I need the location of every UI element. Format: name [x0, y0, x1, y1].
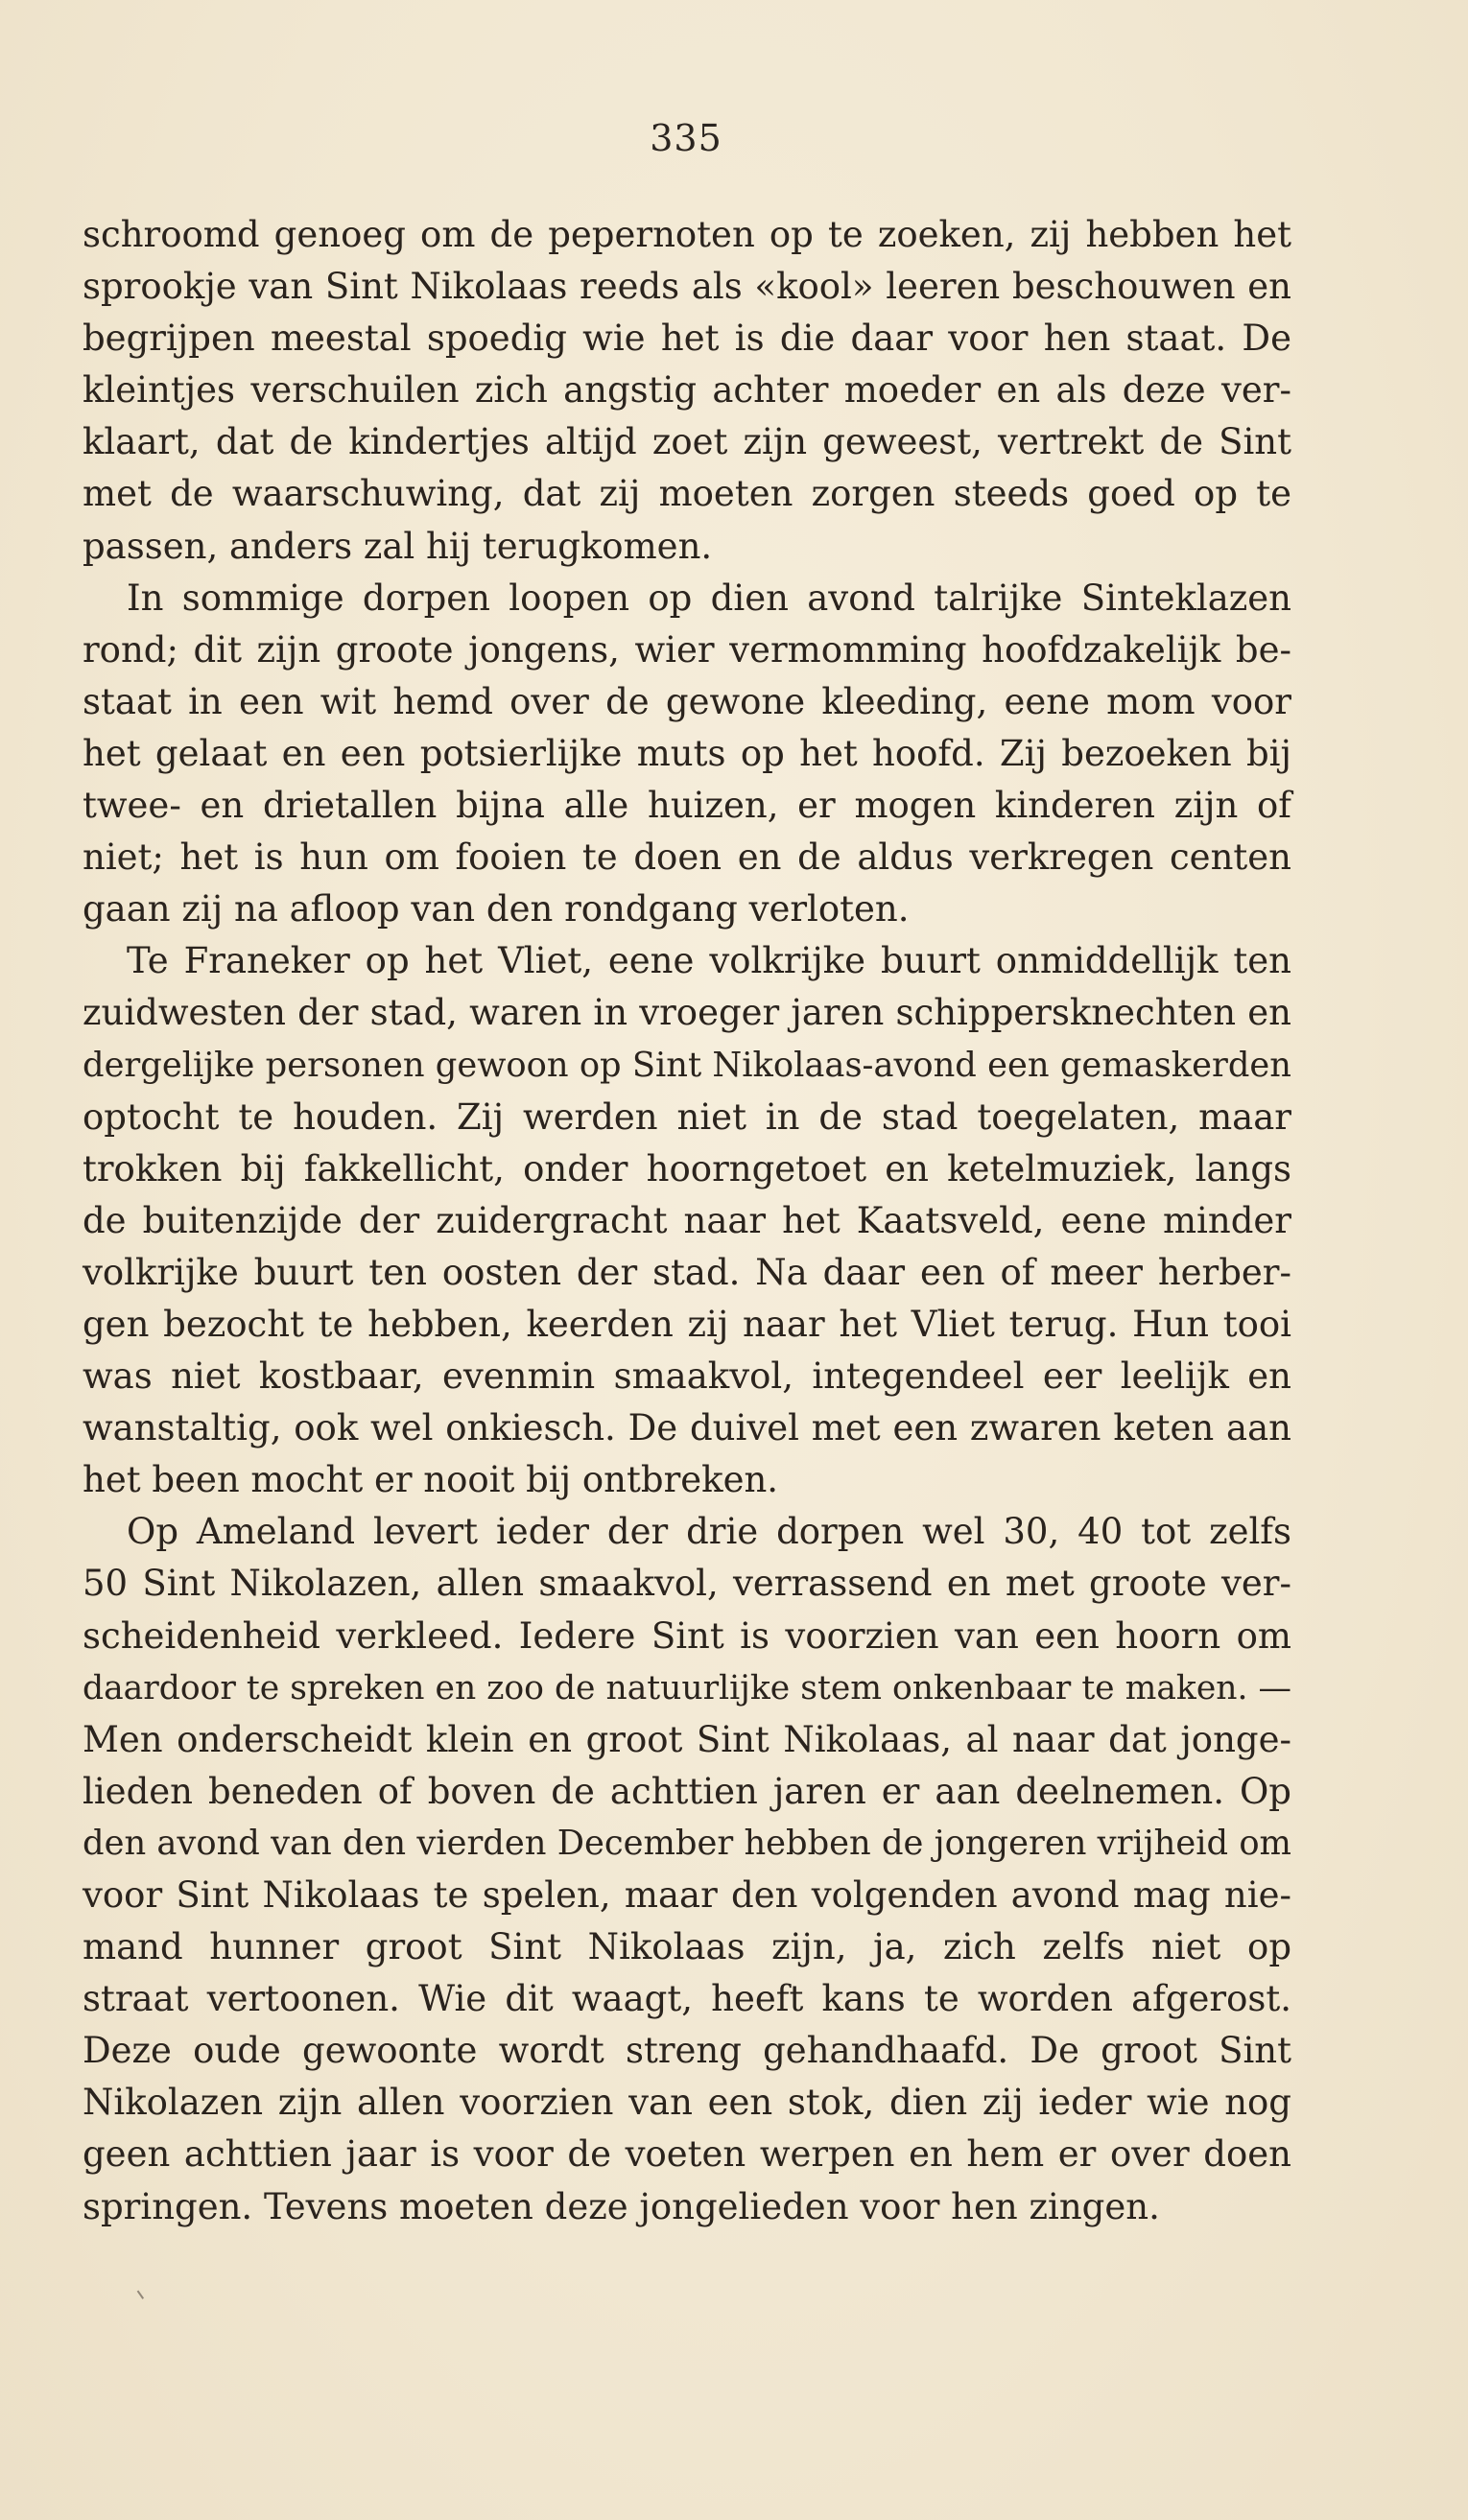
text-line: mand hunner groot Sint Nikolaas zijn, ja, zich zelfs niet op — [83, 1926, 1291, 1968]
text-line: kleintjes verschuilen zich angstig achter moeder en als deze ver- — [83, 369, 1291, 412]
text-line: trokken bij fakkellicht, onder hoorngetoet en ketelmuziek, langs — [83, 1147, 1291, 1189]
text-line: gen bezocht te hebben, keerden zij naar het Vliet terug. Hun tooi — [83, 1303, 1291, 1345]
text-line: straat vertoonen. Wie dit waagt, heeft kans te worden afgerost. — [83, 1978, 1291, 2020]
text-line: optocht te houden. Zij werden niet in de stad toegelaten, maar — [83, 1095, 1291, 1138]
text-line: Deze oude gewoonte wordt streng gehandhaafd. De groot Sint — [83, 2030, 1291, 2072]
text-line: sprookje van Sint Nikolaas reeds als «kool» leeren beschouwen en — [83, 266, 1291, 308]
stray-ink-mark — [137, 2288, 148, 2299]
text-line: de buitenzijde der zuidergracht naar het Kaatsveld, eene minder — [83, 1199, 1291, 1241]
text-line: dergelijke personen gewoon op Sint Nikolaas-avond een gemaskerden — [83, 1045, 1291, 1085]
text-line: volkrijke buurt ten oosten der stad. Na daar een of meer herber- — [83, 1251, 1291, 1293]
page-number: 335 — [650, 117, 722, 159]
text-line: staat in een wit hemd over de gewone kleeding, eene mom voor — [83, 680, 1291, 722]
text-line: springen. Tevens moeten deze jongelieden voor hen zingen. — [83, 2185, 1160, 2227]
text-line: voor Sint Nikolaas te spelen, maar den volgenden avond mag nie- — [83, 1874, 1291, 1916]
text-line: klaart, dat de kindertjes altijd zoet zijn geweest, vertrekt de Sint — [83, 421, 1291, 463]
text-line: begrijpen meestal spoedig wie het is die daar voor hen staat. De — [83, 318, 1291, 360]
text-line: twee- en drietallen bijna alle huizen, er mogen kinderen zijn of — [83, 785, 1291, 827]
text-line: scheidenheid verkleed. Iedere Sint is voorzien van een hoorn om — [83, 1614, 1291, 1657]
text-line: passen, anders zal hij terugkomen. — [83, 525, 713, 567]
text-line: Nikolazen zijn allen voorzien van een stok, dien zij ieder wie nog — [83, 2082, 1291, 2124]
paragraph-first-line: Op Ameland levert ieder der drie dorpen wel 30, 40 tot zelfs — [127, 1511, 1291, 1553]
text-line: was niet kostbaar, evenmin smaakvol, integendeel eer leelijk en — [83, 1355, 1291, 1398]
text-line: lieden beneden of boven de achttien jaren er aan deelnemen. Op — [83, 1770, 1291, 1812]
text-line: Men onderscheidt klein en groot Sint Nikolaas, al naar dat jonge- — [83, 1718, 1291, 1760]
text-line: schroomd genoeg om de pepernoten op te zoeken, zij hebben het — [83, 214, 1291, 255]
text-line: 50 Sint Nikolazen, allen smaakvol, verrassend en met groote ver- — [83, 1563, 1291, 1605]
text-line: niet; het is hun om fooien te doen en de aldus verkregen centen — [83, 836, 1291, 879]
text-line: daardoor te spreken en zoo de natuurlijke stem onkenbaar te maken. — — [83, 1668, 1291, 1707]
text-line: met de waarschuwing, dat zij moeten zorgen steeds goed op te — [83, 473, 1291, 515]
text-line: wanstaltig, ook wel onkiesch. De duivel met een zwaren keten aan — [83, 1407, 1291, 1449]
text-line: rond; dit zijn groote jongens, wier vermomming hoofdzakelijk be- — [83, 628, 1291, 671]
text-line: den avond van den vierden December hebben de jongeren vrijheid om — [83, 1823, 1291, 1863]
text-line: zuidwesten der stad, waren in vroeger jaren schippersknechten en — [83, 992, 1291, 1034]
body-text — [83, 209, 1291, 2233]
text-line: gaan zij na afloop van den rondgang verloten. — [83, 888, 910, 930]
paragraph-first-line: In sommige dorpen loopen op dien avond talrijke Sinteklazen — [127, 577, 1291, 619]
paragraph-first-line: Te Franeker op het Vliet, eene volkrijke buurt onmiddellijk ten — [127, 940, 1291, 982]
text-line: geen achttien jaar is voor de voeten werpen en hem er over doen — [83, 2133, 1291, 2176]
text-line: het gelaat en een potsierlijke muts op het hoofd. Zij bezoeken bij — [83, 732, 1291, 774]
text-line: het been mocht er nooit bij ontbreken. — [83, 1459, 779, 1501]
